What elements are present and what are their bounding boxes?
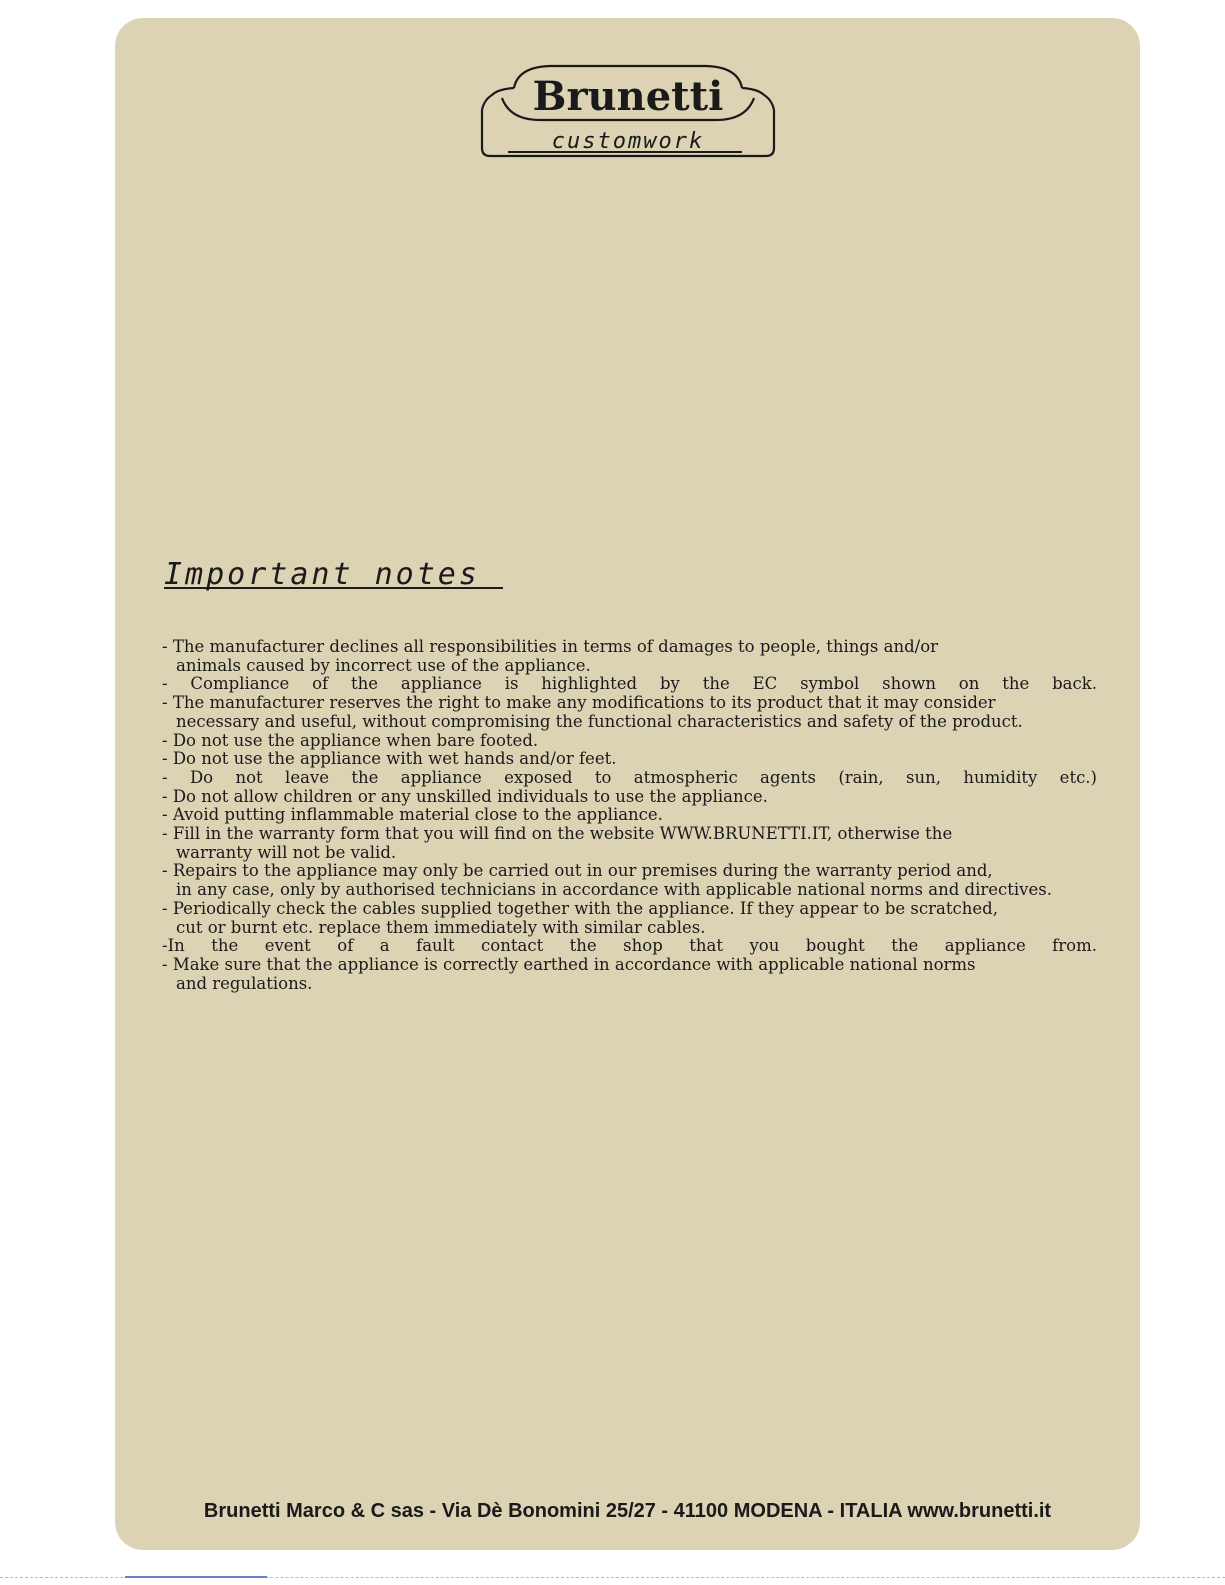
note-item: -In the event of a fault contact the shop that you bought the appliance from.: [162, 936, 1097, 956]
logo-brand: Brunetti: [532, 73, 724, 120]
important-notes-heading: [160, 548, 520, 598]
heading-text: Important notes: [164, 557, 480, 592]
note-item: - Do not leave the appliance exposed to atmospheric agents (rain, sun, humidity etc.): [162, 767, 1097, 787]
note-item: - Do not allow children or any unskilled individuals to use the appliance.: [162, 786, 768, 806]
note-item: - Fill in the warranty form that you will find on the website WWW.BRUNETTI.IT, otherwise the warranty will not be valid.: [162, 824, 953, 862]
note-item: - The manufacturer reserves the right to make any modifications to its product that it may consider necessary and useful, without compromising the functional characteristics and safety of the product.: [162, 693, 1023, 731]
page-marker: [125, 1576, 267, 1578]
logo-tagline: customwork: [551, 129, 705, 154]
note-item: - Repairs to the appliance may only be carried out in our premises during the warranty period and, in any case, only by authorised technicians in accordance with applicable national norms and directives.: [162, 861, 1052, 900]
note-item: - Do not use the appliance with wet hands and/or feet.: [162, 749, 617, 769]
note-item: - Compliance of the appliance is highlighted by the EC symbol shown on the back.: [162, 674, 1097, 694]
brunetti-logo: [480, 62, 776, 160]
note-item: - The manufacturer declines all responsibilities in terms of damages to people, things and/or animals caused by incorrect use of the appliance.: [162, 637, 939, 675]
note-item: - Make sure that the appliance is correctly earthed in accordance with applicable national norms and regulations.: [162, 954, 976, 993]
note-item: - Avoid putting inflammable material close to the appliance.: [162, 805, 663, 825]
notes-list: [162, 638, 1097, 993]
note-item: - Do not use the appliance when bare footed.: [162, 730, 539, 750]
note-item: - Periodically check the cables supplied together with the appliance. If they appear to be scratched, cut or burnt etc. replace them immediately with similar cables.: [162, 898, 998, 937]
footer-address: Brunetti Marco & C sas - Via Dè Bonomini 25/27 - 41100 MODENA - ITALIA www.brunetti.it: [203, 1500, 1052, 1522]
